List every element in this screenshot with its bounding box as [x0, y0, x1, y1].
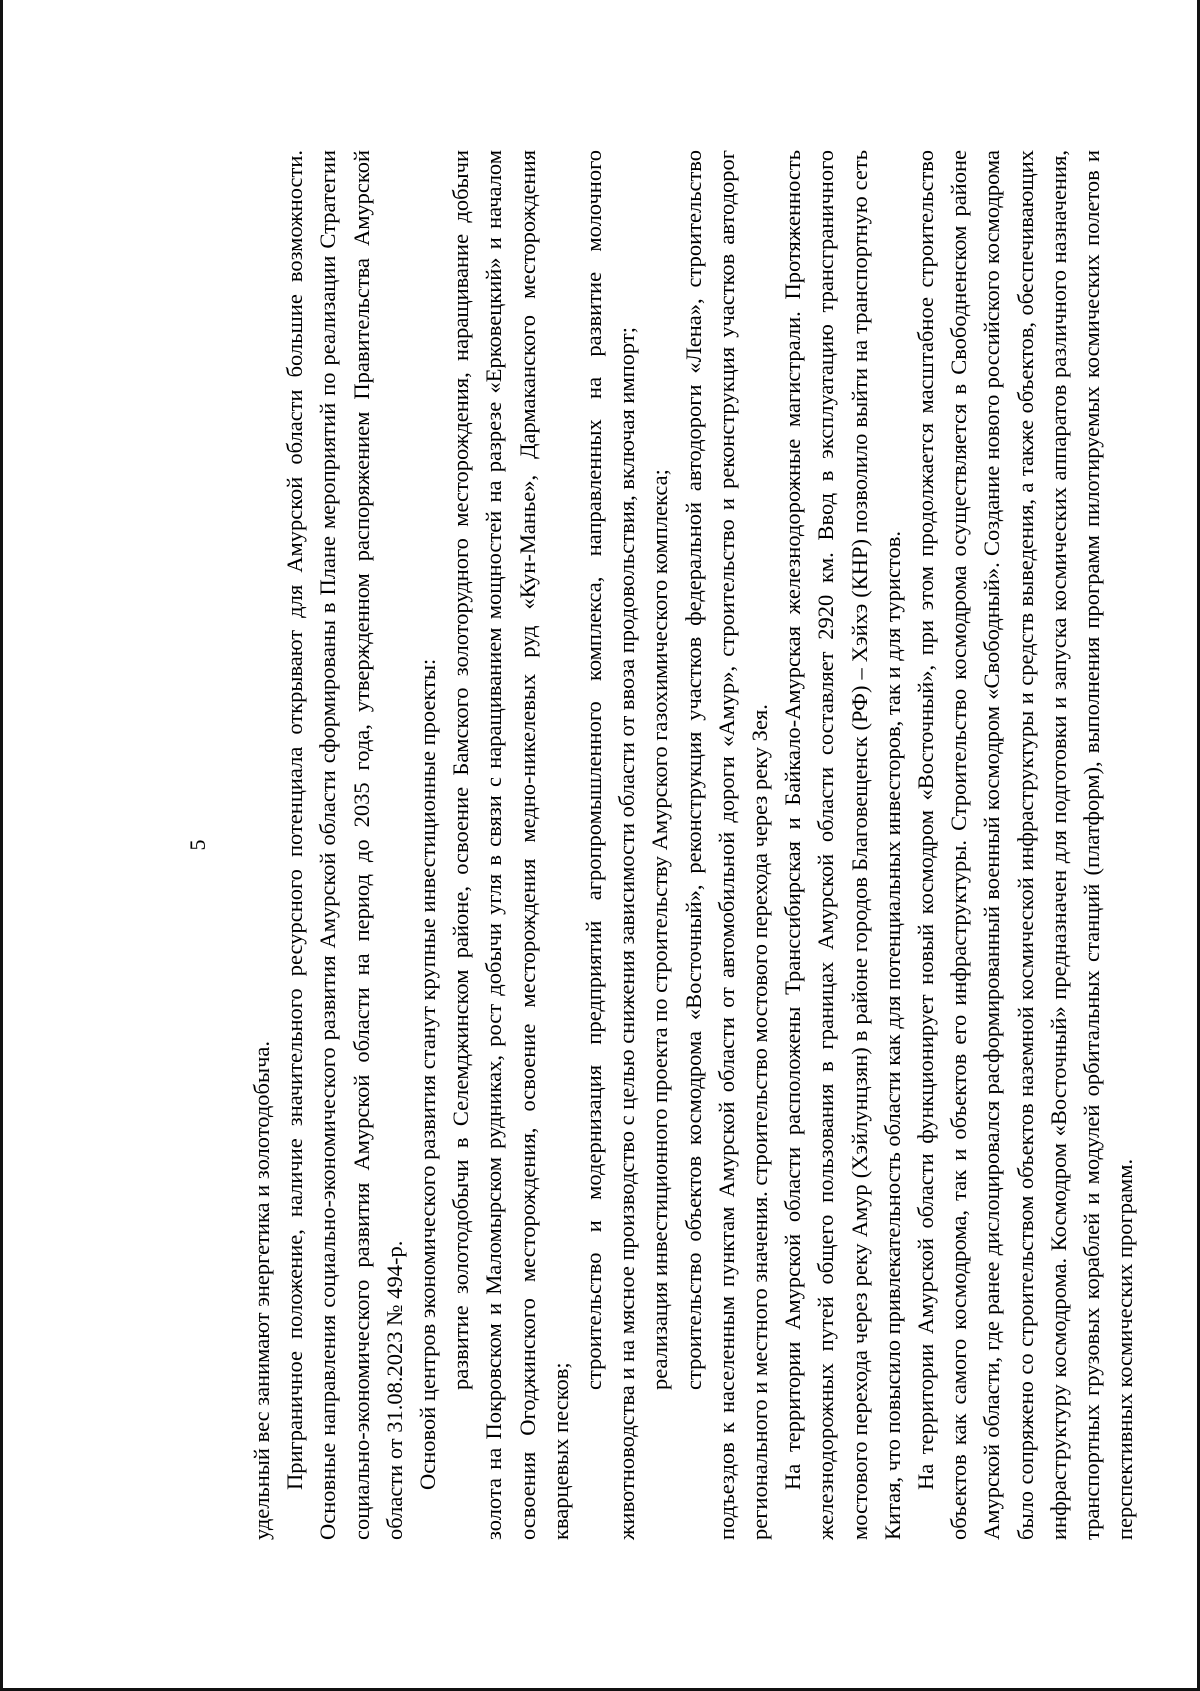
list-item: строительство объектов космодрома «Восточный», реконструкция участков федеральной автодороги «Лена», строительство подъездов к населенным пунктам Амурской области от автомобильной дороги «Амур», строительство и реконструкция участков автодорог регионального и местного значения. строительство мостового перехода через реку Зея.	[680, 150, 773, 1540]
list-item: развитие золотодобычи в Селемджинском районе, освоение Бамского золоторудного месторождения, наращивание добычи золота на Покровском и Маломырском рудниках, рост добычи угля в связи с наращиванием мощностей на разрезе «Ерковецкий» и началом освоения Огоджинского месторождения, освоение месторождения медно-никелевых руд «Кун-Манье», Дармаканского месторождения кварцевых песков;	[448, 150, 573, 1540]
list-item: строительство и модернизация предприятий агропромышленного комплекса, направленных на развитие молочного животноводства и на мясное производство с целью снижения зависимости области от ввоза продовольствия, включая импорт;	[581, 150, 640, 1540]
page-number: 5	[185, 839, 210, 851]
document-body	[245, 150, 1141, 1540]
paragraph: На территории Амурской области расположены Транссибирская и Байкало-Амурская железнодорожные магистрали. Протяженность железнодорожных путей общего пользования в границах Амурской области составляет 2920 км. Ввод в эксплуатацию трансграничного мостового перехода через реку Амур (Хэйлунцзян) в районе городов Благовещенск (РФ) – Хэйхэ (КНР) позволило выйти на транспортную сеть Китая, что повысило привлекательность области как для потенциальных инвесторов, так и для туристов.	[780, 150, 905, 1540]
paragraph: Приграничное положение, наличие значительного ресурсного потенциала открывают для Амурской области большие возможности. Основные направления социально-экономического развития Амурской области сформированы в Плане мероприятий по реализации Стратегии социально-экономического развития Амурской области на период до 2035 года, утвержденном распоряжением Правительства Амурской области от 31.08.2023 № 494-р.	[282, 150, 407, 1540]
list-item: реализация инвестиционного проекта по строительству Амурского газохимического комплекса;	[647, 469, 673, 1390]
scan-border-left	[0, 0, 3, 1691]
paragraph: удельный вес занимают энергетика и золотодобыча.	[249, 1040, 274, 1540]
paragraph: На территории Амурской области функционирует новый космодром «Восточный», при этом продолжается масштабное строительство объектов как самого космодрома, так и объектов его инфраструктуры. Строительство космодрома осуществляется в Свободненском районе Амурской области, где ранее дислоцировался расформированный военный космодром «Свободный». Создание нового российского космодрома было сопряжено со строительством объектов наземной космической инфраструктуры и средств выведения, а также объектов, обеспечивающих инфраструктуру космодрома. Космодром «Восточный» предназначен для подготовки и запуска космических аппаратов различного назначения, транспортных грузовых кораблей и модулей орбитальных станций (платформ), выполнения программ пилотируемых космических полетов и перспективных космических программ.	[913, 150, 1138, 1540]
rotated-document-page	[165, 120, 1138, 1570]
paragraph: Основой центров экономического развития станут крупные инвестиционные проекты:	[415, 658, 441, 1490]
